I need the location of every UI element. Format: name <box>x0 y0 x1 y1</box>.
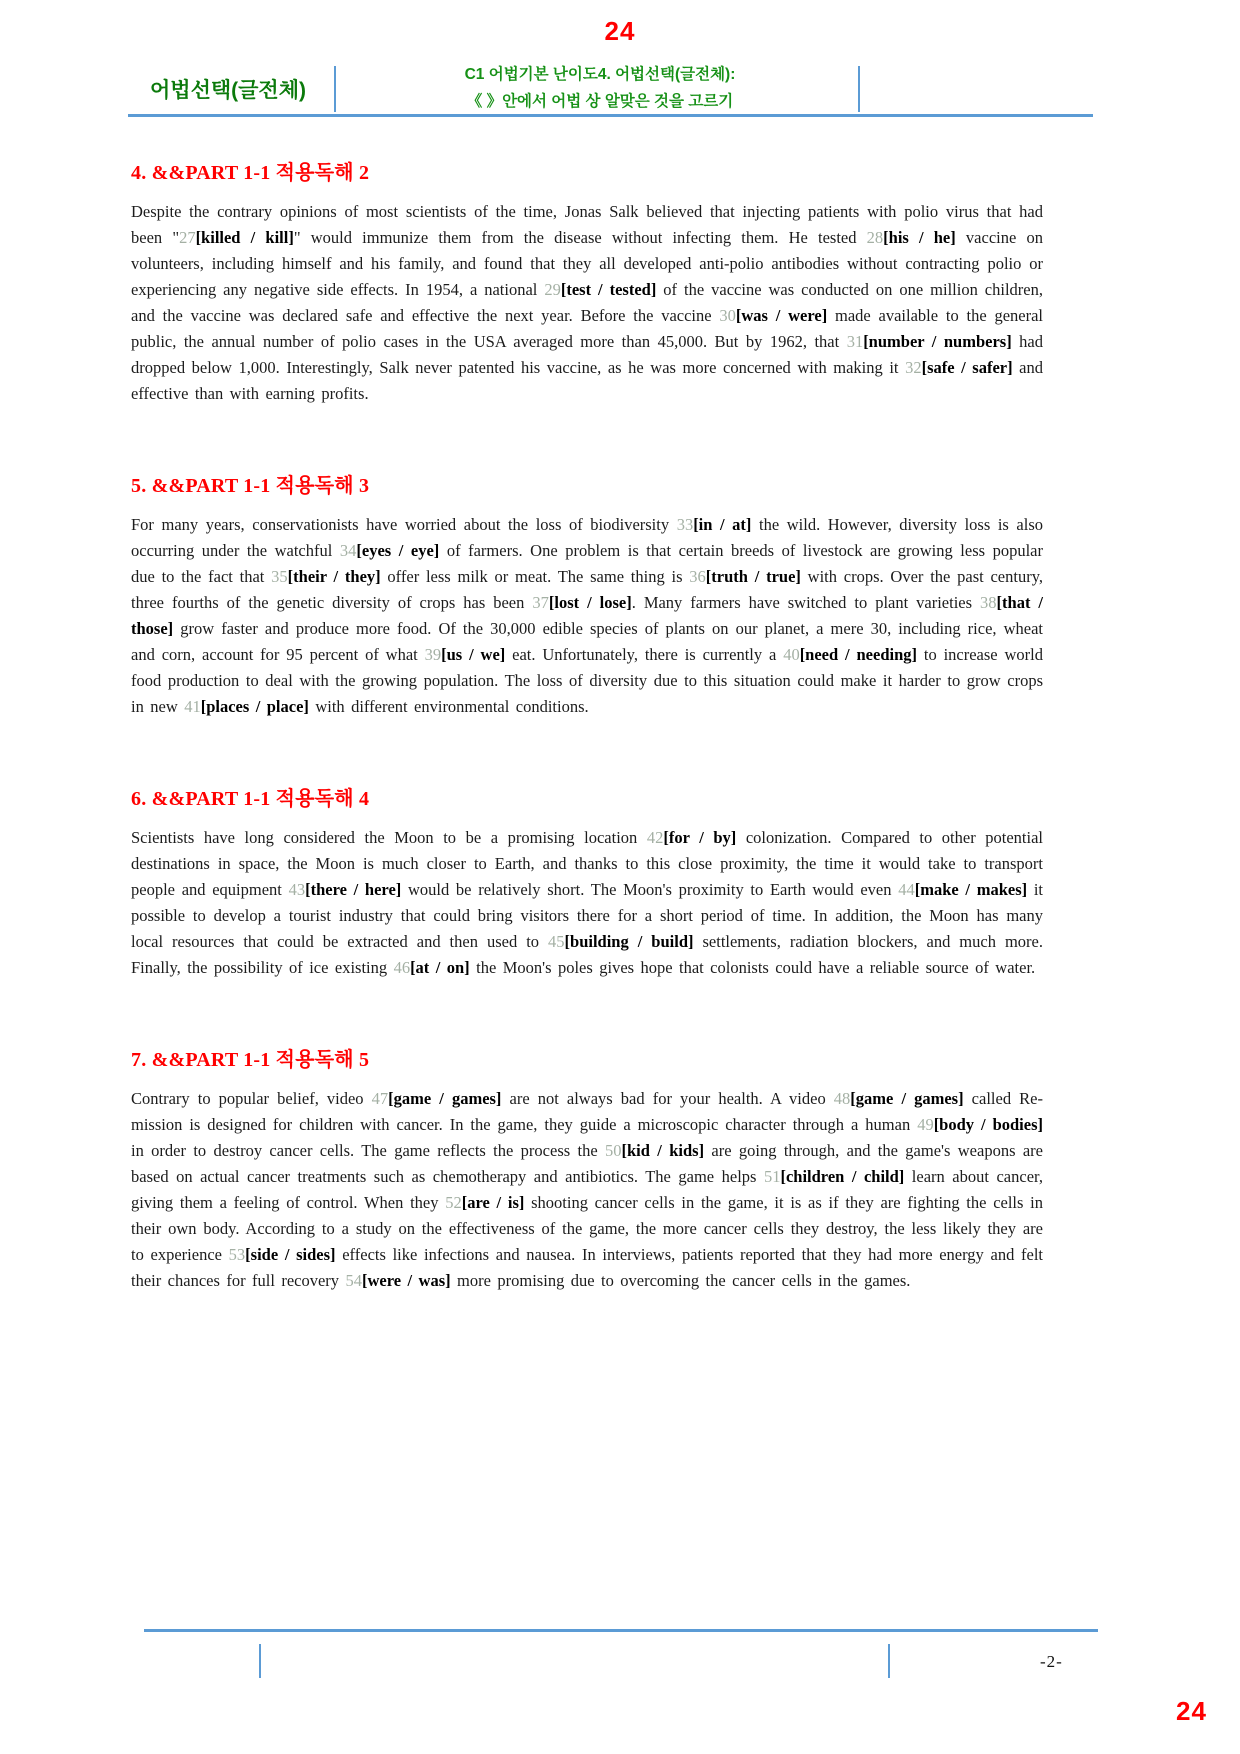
choice-number-48: 48 <box>833 1089 851 1108</box>
choice-number-46: 46 <box>393 958 411 977</box>
choice-options-43: [there / here] <box>305 880 402 899</box>
choice-options-41: [places / place] <box>200 697 309 716</box>
choice-options-29: [test / tested] <box>560 280 657 299</box>
footer-tick-left <box>259 1644 261 1678</box>
choice-number-34: 34 <box>339 541 357 560</box>
choice-options-35: [their / they] <box>287 567 381 586</box>
choice-options-32: [safe / safer] <box>921 358 1013 377</box>
footer-page-label: -2- <box>1040 1652 1063 1671</box>
header-title-line1: C1 어법기본 난이도4. 어법선택(글전체): <box>464 66 736 83</box>
choice-number-30: 30 <box>719 306 736 325</box>
choice-options-37: [lost / lose] <box>548 593 632 612</box>
choice-number-50: 50 <box>605 1141 622 1160</box>
choice-options-28: [his / he] <box>883 228 956 247</box>
choice-number-44: 44 <box>898 880 915 899</box>
choice-options-45: [building / build] <box>564 932 694 951</box>
choice-options-44: [make / makes] <box>914 880 1028 899</box>
choice-options-34: [eyes / eye] <box>356 541 440 560</box>
choice-number-28: 28 <box>866 228 884 247</box>
choice-options-40: [need / needing] <box>799 645 918 664</box>
choice-number-40: 40 <box>783 645 800 664</box>
choice-number-47: 47 <box>371 1089 389 1108</box>
choice-number-31: 31 <box>846 332 864 351</box>
choice-options-49: [body / bodies] <box>933 1115 1043 1134</box>
choice-options-36: [truth / true] <box>705 567 801 586</box>
choice-options-54: [were / was] <box>362 1271 451 1290</box>
passage-text: Contrary to popular belief, video 47[game / games] are not always bad for your health. A video 48[game / games] called Re-mission is designed for children with cancer. In the game, they guide a microscopic character through a human 49[body / bodies] in order to destroy cancer cells. The game reflects the process the 50[kid / kids] are going through, and the game's weapons are based on actual cancer treatments such as chemotherapy and antibiotics. The game helps 51[children / child] learn about cancer, giving them a feeling of control. When they 52[are / is] shooting cancer cells in the game, it is as if they are fighting the cells in their own body. According to a study on the effectiveness of the game, the more cancer cells they destroy, the less likely they are to experience 53[side / sides] effects like infections and nausea. In interviews, patients reported that they had more energy and felt their chances for full recovery 54[were / was] more promising due to overcoming the cancer cells in the games. <box>131 1089 1043 1290</box>
header-divider-right <box>858 66 860 112</box>
section-7 <box>131 1043 1043 1294</box>
choice-options-48: [game / games] <box>850 1089 964 1108</box>
footer-tick-right <box>888 1644 890 1678</box>
section-4 <box>131 156 1043 407</box>
choice-number-42: 42 <box>646 828 664 847</box>
choice-number-27: 27 <box>179 228 196 247</box>
choice-number-29: 29 <box>544 280 561 299</box>
choice-number-35: 35 <box>271 567 288 586</box>
choice-options-33: [in / at] <box>693 515 752 534</box>
choice-number-54: 54 <box>345 1271 362 1290</box>
section-heading: 6. &&PART 1-1 적용독해 4 <box>131 788 370 810</box>
header-rule <box>128 114 1093 117</box>
choice-options-47: [game / games] <box>388 1089 502 1108</box>
header-title <box>350 61 850 115</box>
choice-options-42: [for / by] <box>663 828 737 847</box>
choice-options-30: [was / were] <box>735 306 828 325</box>
choice-number-43: 43 <box>288 880 306 899</box>
passages-container <box>131 148 1043 1294</box>
section-6 <box>131 782 1043 981</box>
choice-number-51: 51 <box>763 1167 781 1186</box>
choice-number-45: 45 <box>548 932 565 951</box>
section-heading: 7. &&PART 1-1 적용독해 5 <box>131 1049 370 1071</box>
passage-text: Scientists have long considered the Moon to be a promising location 42[for / by] colonization. Compared to other potential destinations in space, the Moon is much closer to Earth, and thanks to this close proximity, the time it would take to transport people and equipment 43[there / here] would be relatively short. The Moon's proximity to Earth would even 44[make / makes] it possible to develop a tourist industry that could bring visitors there for a short period of time. In addition, the Moon has many local resources that could be extracted and then used to 45[building / build] settlements, radiation blockers, and much more. Finally, the possibility of ice existing 46[at / on] the Moon's poles gives hope that colonists could have a reliable source of water. <box>131 828 1044 977</box>
choice-number-41: 41 <box>184 697 201 716</box>
choice-options-50: [kid / kids] <box>621 1141 705 1160</box>
choice-options-46: [at / on] <box>410 958 470 977</box>
choice-number-32: 32 <box>905 358 922 377</box>
header-category-label: 어법선택(글전체) <box>150 79 306 102</box>
passage-text: For many years, conservationists have worried about the loss of biodiversity 33[in / at] the wild. However, diversity loss is also occurring under the watchful 34[eyes / eye] of farmers. One problem is that certain breeds of livestock are growing less popular due to the fact that 35[their / they] offer less milk or meat. The same thing is 36[truth / true] with crops. Over the past century, three fourths of the genetic diversity of crops has been 37[lost / lose]. Many farmers have switched to plant varieties 38[that / those] grow faster and produce more food. Of the 30,000 edible species of plants on our planet, a mere 30, including rice, wheat and corn, account for 95 percent of what 39[us / we] eat. Unfortunately, there is currently a 40[need / needing] to increase world food production to deal with the growing population. The loss of diversity due to this situation could make it harder to grow crops in new 41[places / place] with different environmental conditions. <box>131 515 1044 716</box>
section-5 <box>131 469 1043 720</box>
header-divider-left <box>334 66 336 112</box>
section-heading: 5. &&PART 1-1 적용독해 3 <box>131 475 370 497</box>
choice-number-38: 38 <box>980 593 997 612</box>
header-title-line2: 《 》안에서 어법 상 알맞은 것을 고르기 <box>466 93 734 110</box>
choice-options-27: [killed / kill] <box>195 228 294 247</box>
choice-number-53: 53 <box>228 1245 246 1264</box>
choice-number-36: 36 <box>689 567 706 586</box>
choice-options-51: [children / child] <box>780 1167 905 1186</box>
top-page-number: 24 <box>604 16 636 46</box>
choice-number-52: 52 <box>445 1193 462 1212</box>
choice-options-53: [side / sides] <box>245 1245 336 1264</box>
choice-number-37: 37 <box>532 593 549 612</box>
choice-number-39: 39 <box>424 645 442 664</box>
choice-options-39: [us / we] <box>441 645 506 664</box>
passage-text: Despite the contrary opinions of most scientists of the time, Jonas Salk believed that injecting patients with polio virus that had been "27[killed / kill]" would immunize them from the disease without infecting them. He tested 28[his / he] vaccine on volunteers, including himself and his family, and found that they all developed anti-polio antibodies without contracting polio or experiencing any negative side effects. In 1954, a national 29[test / tested] of the vaccine was conducted on one million children, and the vaccine was declared safe and effective the next year. Before the vaccine 30[was / were] made available to the general public, the annual number of polio cases in the USA averaged more than 45,000. But by 1962, that 31[number / numbers] had dropped below 1,000. Interestingly, Salk never patented his vaccine, as he was more concerned with making it 32[safe / safer] and effective than with earning profits. <box>131 202 1044 403</box>
choice-number-33: 33 <box>676 515 694 534</box>
choice-number-49: 49 <box>917 1115 934 1134</box>
footer-rule <box>144 1629 1098 1632</box>
choice-options-52: [are / is] <box>461 1193 525 1212</box>
choice-options-31: [number / numbers] <box>863 332 1012 351</box>
choice-options-38: [that / those] <box>131 593 1043 638</box>
bottom-page-number: 24 <box>1176 1696 1207 1726</box>
section-heading: 4. &&PART 1-1 적용독해 2 <box>131 162 370 184</box>
